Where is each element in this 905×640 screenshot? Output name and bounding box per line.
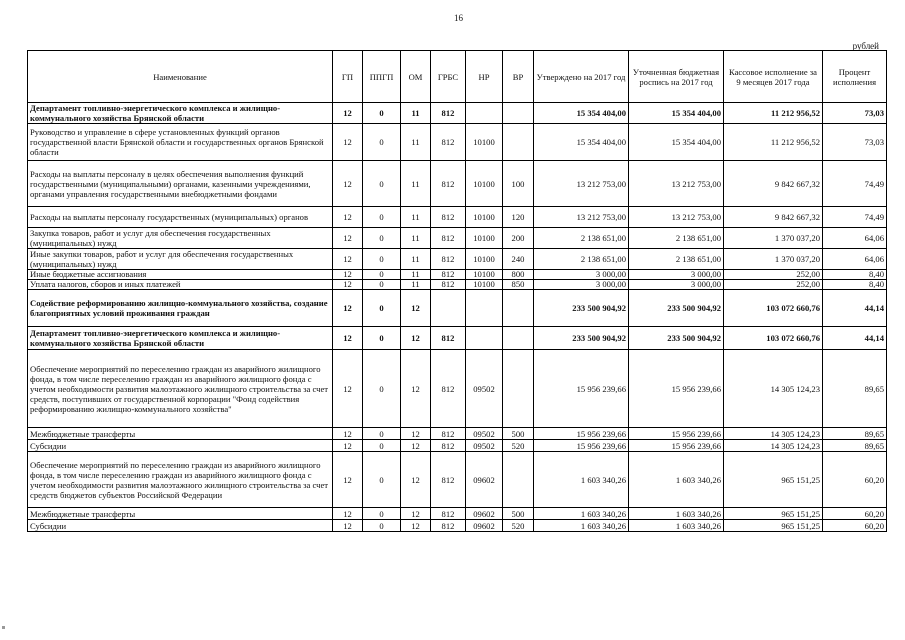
scan-mark (2, 626, 5, 629)
cell-cash: 14 305 124,23 (724, 350, 823, 428)
cell-grbs: 812 (431, 440, 466, 452)
cell-om: 12 (401, 440, 431, 452)
cell-grbs: 812 (431, 249, 466, 270)
cell-gp: 12 (333, 440, 363, 452)
cell-ppgp: 0 (363, 428, 401, 440)
cell-approved: 1 603 340,26 (534, 452, 629, 508)
cell-name: Иные закупки товаров, работ и услуг для обеспечения государственных (муниципальных) нужд (28, 249, 333, 270)
units-label: рублей (852, 41, 879, 51)
cell-cash: 103 072 660,76 (724, 327, 823, 350)
cell-percent: 44,14 (823, 290, 887, 327)
cell-vr: 200 (503, 228, 534, 249)
cell-gp: 12 (333, 270, 363, 280)
cell-cash: 252,00 (724, 280, 823, 290)
cell-vr (503, 350, 534, 428)
table-row (28, 350, 887, 428)
cell-np: 10100 (466, 124, 503, 161)
table-row (28, 327, 887, 350)
cell-revised: 1 603 340,26 (629, 520, 724, 532)
cell-om: 11 (401, 161, 431, 207)
cell-gp: 12 (333, 327, 363, 350)
cell-gp: 12 (333, 508, 363, 520)
header-np: НР (466, 51, 503, 103)
cell-ppgp: 0 (363, 207, 401, 228)
cell-ppgp: 0 (363, 103, 401, 124)
cell-name: Закупка товаров, работ и услуг для обеспечения государственных (муниципальных) нужд (28, 228, 333, 249)
header-approved: Утверждено на 2017 год (534, 51, 629, 103)
cell-ppgp: 0 (363, 452, 401, 508)
cell-vr (503, 290, 534, 327)
cell-np: 10100 (466, 270, 503, 280)
cell-revised: 3 000,00 (629, 270, 724, 280)
cell-name: Департамент топливно-энергетического комплекса и жилищно-коммунального хозяйства Брянской области (28, 103, 333, 124)
cell-vr: 850 (503, 280, 534, 290)
cell-cash: 9 842 667,32 (724, 207, 823, 228)
cell-grbs: 812 (431, 327, 466, 350)
cell-percent: 73,03 (823, 124, 887, 161)
cell-gp: 12 (333, 290, 363, 327)
cell-approved: 15 956 239,66 (534, 428, 629, 440)
cell-np: 10100 (466, 207, 503, 228)
cell-ppgp: 0 (363, 161, 401, 207)
cell-percent: 8,40 (823, 270, 887, 280)
table-row (28, 161, 887, 207)
cell-approved: 15 956 239,66 (534, 440, 629, 452)
cell-om: 11 (401, 228, 431, 249)
cell-om: 11 (401, 103, 431, 124)
table-row (28, 520, 887, 532)
cell-revised: 233 500 904,92 (629, 327, 724, 350)
cell-gp: 12 (333, 428, 363, 440)
cell-cash: 252,00 (724, 270, 823, 280)
cell-percent: 89,65 (823, 440, 887, 452)
cell-cash: 1 370 037,20 (724, 228, 823, 249)
cell-approved: 15 354 404,00 (534, 103, 629, 124)
cell-revised: 15 956 239,66 (629, 350, 724, 428)
cell-name: Расходы на выплаты персоналу государственных (муниципальных) органов (28, 207, 333, 228)
cell-np: 09502 (466, 428, 503, 440)
cell-om: 11 (401, 249, 431, 270)
cell-revised: 233 500 904,92 (629, 290, 724, 327)
cell-grbs: 812 (431, 270, 466, 280)
cell-ppgp: 0 (363, 249, 401, 270)
cell-om: 12 (401, 520, 431, 532)
cell-grbs: 812 (431, 508, 466, 520)
cell-name: Межбюджетные трансферты (28, 428, 333, 440)
cell-cash: 1 370 037,20 (724, 249, 823, 270)
cell-ppgp: 0 (363, 270, 401, 280)
cell-grbs: 812 (431, 520, 466, 532)
cell-ppgp: 0 (363, 508, 401, 520)
cell-approved: 233 500 904,92 (534, 327, 629, 350)
cell-name: Содействие реформированию жилищно-коммунального хозяйства, создание благоприятных условий проживания граждан (28, 290, 333, 327)
cell-revised: 13 212 753,00 (629, 161, 724, 207)
cell-vr: 500 (503, 508, 534, 520)
cell-gp: 12 (333, 207, 363, 228)
cell-revised: 1 603 340,26 (629, 508, 724, 520)
cell-vr (503, 103, 534, 124)
cell-name: Обеспечение мероприятий по переселению граждан из аварийного жилищного фонда, в том числе переселению граждан из аварийного жилищного фонда с учетом необходимости развития малоэтажного жилищного строительства за счет средств бюджетов субъектов Российской Федерации (28, 452, 333, 508)
cell-np: 09502 (466, 350, 503, 428)
header-om: ОМ (401, 51, 431, 103)
cell-revised: 1 603 340,26 (629, 452, 724, 508)
cell-percent: 60,20 (823, 508, 887, 520)
cell-grbs: 812 (431, 103, 466, 124)
cell-percent: 74,49 (823, 207, 887, 228)
header-grbs: ГРБС (431, 51, 466, 103)
cell-gp: 12 (333, 350, 363, 428)
cell-np (466, 290, 503, 327)
cell-np: 09602 (466, 520, 503, 532)
cell-gp: 12 (333, 452, 363, 508)
cell-vr (503, 327, 534, 350)
cell-gp: 12 (333, 161, 363, 207)
cell-vr (503, 452, 534, 508)
cell-cash: 14 305 124,23 (724, 440, 823, 452)
table-row (28, 440, 887, 452)
cell-cash: 14 305 124,23 (724, 428, 823, 440)
cell-percent: 60,20 (823, 452, 887, 508)
cell-om: 11 (401, 280, 431, 290)
cell-ppgp: 0 (363, 124, 401, 161)
cell-om: 11 (401, 124, 431, 161)
cell-name: Уплата налогов, сборов и иных платежей (28, 280, 333, 290)
header-cash: Кассовое исполнение за 9 месяцев 2017 года (724, 51, 823, 103)
cell-approved: 13 212 753,00 (534, 161, 629, 207)
cell-percent: 44,14 (823, 327, 887, 350)
cell-om: 11 (401, 207, 431, 228)
cell-vr (503, 124, 534, 161)
cell-np: 09602 (466, 452, 503, 508)
cell-vr: 500 (503, 428, 534, 440)
cell-vr: 100 (503, 161, 534, 207)
cell-grbs: 812 (431, 207, 466, 228)
table-row (28, 270, 887, 280)
cell-np: 10100 (466, 249, 503, 270)
cell-om: 12 (401, 327, 431, 350)
cell-grbs (431, 290, 466, 327)
cell-name: Субсидии (28, 520, 333, 532)
cell-approved: 2 138 651,00 (534, 249, 629, 270)
cell-grbs: 812 (431, 124, 466, 161)
table-header-row (28, 51, 887, 103)
cell-name: Иные бюджетные ассигнования (28, 270, 333, 280)
cell-np: 10100 (466, 161, 503, 207)
cell-percent: 64,06 (823, 249, 887, 270)
cell-cash: 11 212 956,52 (724, 103, 823, 124)
table-row (28, 290, 887, 327)
cell-name: Руководство и управление в сфере установленных функций органов государственной власти Брянской области и государственных органов Брянской области (28, 124, 333, 161)
cell-percent: 73,03 (823, 103, 887, 124)
cell-np (466, 327, 503, 350)
cell-name: Расходы на выплаты персоналу в целях обеспечения выполнения функций государственными (муниципальными) органами, казенными учреждениями, органами управления государственными внебюджетными фондами (28, 161, 333, 207)
cell-approved: 233 500 904,92 (534, 290, 629, 327)
cell-grbs: 812 (431, 452, 466, 508)
cell-om: 12 (401, 452, 431, 508)
cell-vr: 520 (503, 520, 534, 532)
cell-np: 09602 (466, 508, 503, 520)
cell-gp: 12 (333, 228, 363, 249)
table-row (28, 452, 887, 508)
cell-cash: 965 151,25 (724, 520, 823, 532)
cell-ppgp: 0 (363, 520, 401, 532)
header-percent: Процент исполнения (823, 51, 887, 103)
cell-gp: 12 (333, 520, 363, 532)
cell-om: 12 (401, 508, 431, 520)
cell-name: Обеспечение мероприятий по переселению граждан из аварийного жилищного фонда, в том числе переселению граждан из аварийного жилищного фонда с учетом необходимости развития малоэтажного жилищного строительства за счет средств, поступивших от государственной корпорации "Фонд содействия реформированию жилищно-коммунального хозяйства" (28, 350, 333, 428)
cell-percent: 64,06 (823, 228, 887, 249)
table-row (28, 428, 887, 440)
table-row (28, 249, 887, 270)
cell-om: 12 (401, 290, 431, 327)
cell-ppgp: 0 (363, 327, 401, 350)
cell-grbs: 812 (431, 280, 466, 290)
header-name: Наименование (28, 51, 333, 103)
cell-approved: 3 000,00 (534, 280, 629, 290)
cell-name: Департамент топливно-энергетического комплекса и жилищно-коммунального хозяйства Брянской области (28, 327, 333, 350)
cell-vr: 520 (503, 440, 534, 452)
cell-np: 10100 (466, 228, 503, 249)
table-row (28, 124, 887, 161)
cell-ppgp: 0 (363, 280, 401, 290)
cell-grbs: 812 (431, 228, 466, 249)
cell-grbs: 812 (431, 350, 466, 428)
table-row (28, 228, 887, 249)
cell-om: 12 (401, 350, 431, 428)
cell-approved: 1 603 340,26 (534, 508, 629, 520)
cell-approved: 3 000,00 (534, 270, 629, 280)
cell-revised: 2 138 651,00 (629, 228, 724, 249)
table-row (28, 207, 887, 228)
cell-vr: 240 (503, 249, 534, 270)
cell-revised: 13 212 753,00 (629, 207, 724, 228)
cell-vr: 120 (503, 207, 534, 228)
cell-gp: 12 (333, 103, 363, 124)
cell-cash: 11 212 956,52 (724, 124, 823, 161)
cell-gp: 12 (333, 249, 363, 270)
cell-percent: 8,40 (823, 280, 887, 290)
cell-revised: 15 354 404,00 (629, 103, 724, 124)
cell-grbs: 812 (431, 428, 466, 440)
cell-np: 09502 (466, 440, 503, 452)
cell-np: 10100 (466, 280, 503, 290)
cell-cash: 965 151,25 (724, 452, 823, 508)
header-ppgp: ППГП (363, 51, 401, 103)
cell-approved: 15 354 404,00 (534, 124, 629, 161)
cell-percent: 89,65 (823, 350, 887, 428)
cell-revised: 2 138 651,00 (629, 249, 724, 270)
cell-gp: 12 (333, 124, 363, 161)
cell-gp: 12 (333, 280, 363, 290)
cell-approved: 15 956 239,66 (534, 350, 629, 428)
cell-ppgp: 0 (363, 290, 401, 327)
cell-percent: 74,49 (823, 161, 887, 207)
header-vr: ВР (503, 51, 534, 103)
cell-ppgp: 0 (363, 440, 401, 452)
table-body (28, 103, 887, 532)
cell-revised: 3 000,00 (629, 280, 724, 290)
cell-percent: 89,65 (823, 428, 887, 440)
cell-name: Субсидии (28, 440, 333, 452)
cell-vr: 800 (503, 270, 534, 280)
cell-revised: 15 956 239,66 (629, 428, 724, 440)
budget-table (27, 50, 887, 532)
cell-revised: 15 956 239,66 (629, 440, 724, 452)
cell-revised: 15 354 404,00 (629, 124, 724, 161)
header-gp: ГП (333, 51, 363, 103)
cell-percent: 60,20 (823, 520, 887, 532)
cell-cash: 965 151,25 (724, 508, 823, 520)
cell-name: Межбюджетные трансферты (28, 508, 333, 520)
cell-approved: 2 138 651,00 (534, 228, 629, 249)
header-revised: Уточненная бюджетная роспись на 2017 год (629, 51, 724, 103)
cell-grbs: 812 (431, 161, 466, 207)
cell-om: 11 (401, 270, 431, 280)
cell-approved: 13 212 753,00 (534, 207, 629, 228)
table-row (28, 508, 887, 520)
table-row (28, 103, 887, 124)
cell-om: 12 (401, 428, 431, 440)
page-number: 16 (454, 13, 463, 23)
cell-ppgp: 0 (363, 228, 401, 249)
table-row (28, 280, 887, 290)
cell-ppgp: 0 (363, 350, 401, 428)
cell-cash: 9 842 667,32 (724, 161, 823, 207)
cell-approved: 1 603 340,26 (534, 520, 629, 532)
cell-cash: 103 072 660,76 (724, 290, 823, 327)
cell-np (466, 103, 503, 124)
